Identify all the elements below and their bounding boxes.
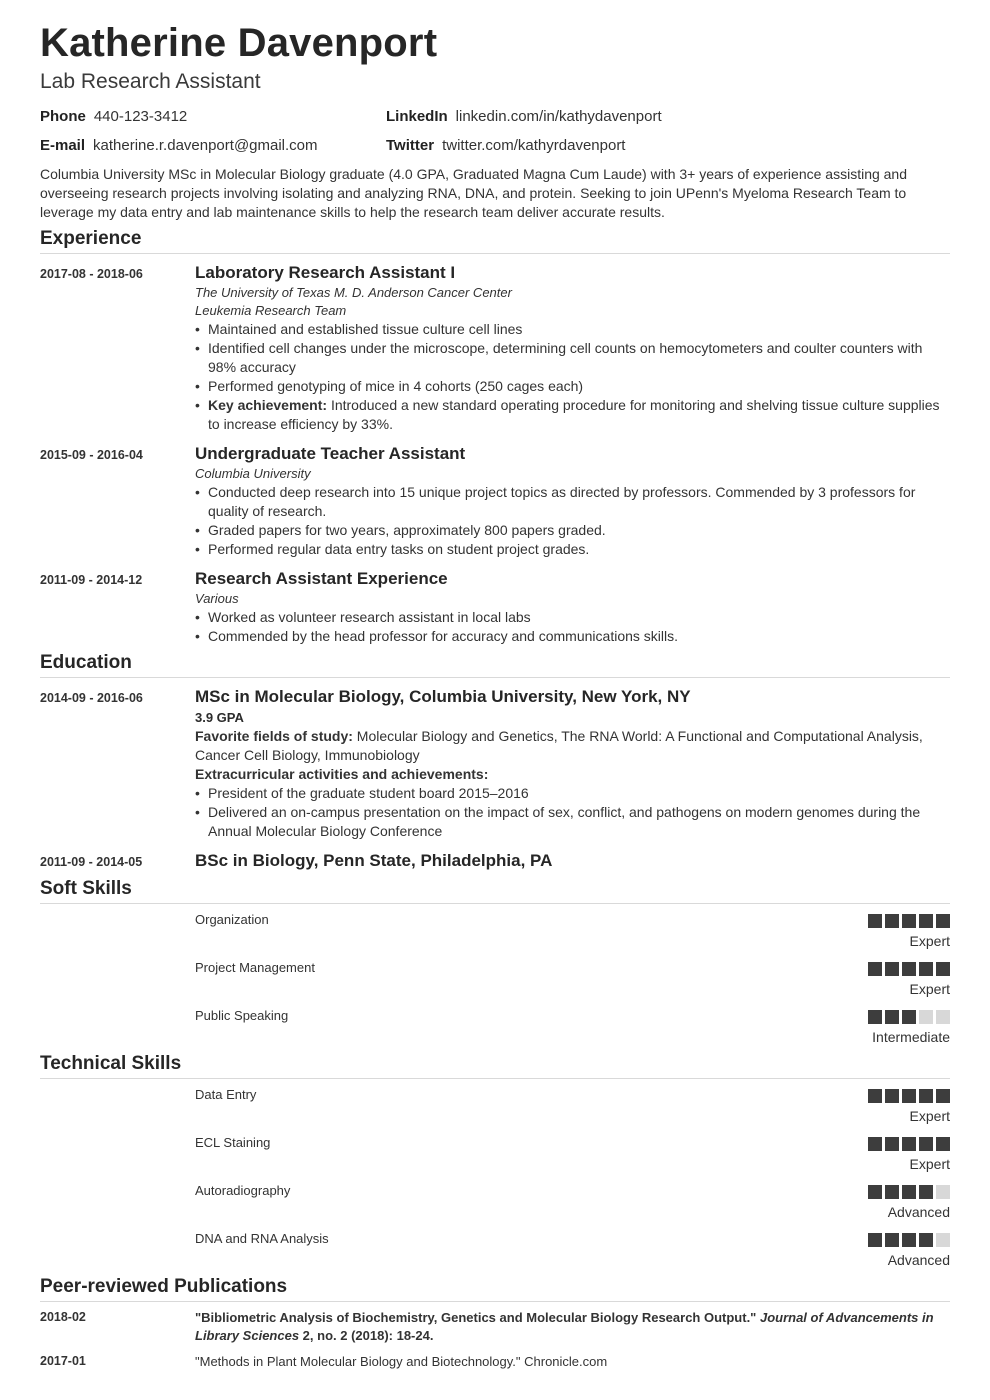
phone-label: Phone [40,108,86,125]
rating-square-filled [902,1089,916,1103]
rating-square-filled [919,1137,933,1151]
section-technical-skills: Technical Skills [40,1053,950,1079]
rating-square-empty [936,1233,950,1247]
entry-team: Leukemia Research Team [195,303,347,318]
rating-square-filled [868,1010,882,1024]
rating-square-filled [885,962,899,976]
rating-square-filled [868,1185,882,1199]
rating-square-filled [885,1010,899,1024]
skill-level: Expert [909,933,950,949]
rating-square-filled [868,962,882,976]
linkedin-link[interactable]: linkedin.com/in/kathydavenport [455,108,662,125]
list-item: • Identified cell changes under the microscope, determining cell counts on hemocytometers and coulter counters with 98% accuracy [195,339,950,377]
list-item: • Performed regular data entry tasks on student project grades. [195,540,950,559]
skill-row [195,1087,950,1131]
rating-square-filled [885,1137,899,1151]
section-education: Education [40,652,950,678]
linkedin-contact [386,108,662,126]
publication-citation [195,1309,950,1345]
list-item: • Delivered an on-campus presentation on the impact of sex, conflict, and pathogens on modern genomes during the Annual Molecular Biology Conference [195,803,950,841]
email-contact [40,137,318,155]
skill-row [195,1231,950,1275]
activities-label: Extracurricular activities and achievements: [195,766,489,782]
entry-date: 2011-09 - 2014-12 [40,573,143,587]
skill-rating [868,1010,950,1024]
email-link[interactable]: katherine.r.davenport@gmail.com [93,137,318,154]
skill-row [195,1183,950,1227]
skill-level: Intermediate [872,1029,950,1045]
phone-value: 440-123-3412 [93,108,188,125]
entry-org: Various [195,591,239,606]
entry-org: The University of Texas M. D. Anderson Cancer Center [195,285,512,300]
list-item: • Maintained and established tissue culture cell lines [195,320,950,339]
skill-rating [868,1185,950,1199]
resume-page [40,0,950,1400]
list-item: • Performed genotyping of mice in 4 cohorts (250 cages each) [195,377,950,396]
rating-square-filled [936,962,950,976]
skill-name: Data Entry [195,1087,257,1102]
skill-level: Expert [909,1156,950,1172]
list-item: • Worked as volunteer research assistant in local labs [195,608,950,627]
list-item: • Conducted deep research into 15 unique project topics as directed by professors. Commended by 3 professors for quality of research. [195,483,950,521]
publication-citation: "Methods in Plant Molecular Biology and Biotechnology." Chronicle.com [195,1354,608,1369]
list-item: • Commended by the head professor for accuracy and communications skills. [195,627,950,646]
skill-name: Organization [195,912,269,927]
phone-contact [40,108,187,126]
rating-square-filled [919,914,933,928]
entry-degree: BSc in Biology, Penn State, Philadelphia, PA [195,851,553,870]
twitter-link[interactable]: twitter.com/kathyrdavenport [442,137,626,154]
linkedin-label: LinkedIn [386,108,448,125]
skill-row [195,1008,950,1052]
job-title: Lab Research Assistant [40,70,261,93]
key-achievement-label: Key achievement: [208,397,328,413]
rating-square-filled [885,1185,899,1199]
section-publications: Peer-reviewed Publications [40,1276,950,1302]
rating-square-filled [902,1137,916,1151]
skill-level: Advanced [887,1204,950,1220]
section-soft-skills: Soft Skills [40,878,950,904]
twitter-contact [386,137,625,155]
rating-square-filled [902,914,916,928]
entry-org: Columbia University [195,466,311,481]
entry-date: 2011-09 - 2014-05 [40,855,143,869]
fields-label: Favorite fields of study: [195,728,353,744]
entry-date: 2015-09 - 2016-04 [40,448,143,462]
skill-level: Expert [909,981,950,997]
entry-degree: MSc in Molecular Biology, Columbia University, New York, NY [195,687,691,706]
publication-date: 2018-02 [40,1310,86,1324]
twitter-label: Twitter [386,137,435,154]
rating-square-filled [868,1233,882,1247]
summary: Columbia University MSc in Molecular Biology graduate (4.0 GPA, Graduated Magna Cum Laude) with 3+ years of experience assisting and overseeing research projects involving isolating and analyzing RNA, DNA, and protein. Seeking to join UPenn's Myeloma Research Team to leverage my data entry and lab maintenance skills to help the research team deliver accurate results. [40,166,908,220]
skill-rating [868,1233,950,1247]
gpa: 3.9 GPA [195,710,244,725]
publication-details: 2, no. 2 (2018): 18-24. [299,1328,434,1343]
email-label: E-mail [40,137,86,154]
candidate-name: Katherine Davenport [40,21,438,65]
skill-level: Advanced [887,1252,950,1268]
skill-rating [868,1137,950,1151]
skill-name: Public Speaking [195,1008,289,1023]
rating-square-filled [936,1137,950,1151]
rating-square-filled [902,962,916,976]
skill-row [195,960,950,1004]
list-item: • President of the graduate student board 2015–2016 [195,784,950,803]
publication-date: 2017-01 [40,1354,86,1368]
rating-square-filled [936,914,950,928]
publication-journal: Journal of Advancements in Library Sciences [195,1310,934,1343]
rating-square-filled [936,1089,950,1103]
key-achievement-text: Introduced a new standard operating procedure for monitoring and shelving tissue culture supplies to increase efficiency by 33%. [208,397,940,432]
rating-square-filled [902,1010,916,1024]
rating-square-filled [868,1137,882,1151]
fields-text: Molecular Biology and Genetics, The RNA World: A Functional and Computational Analysis, Cancer Cell Biology, Immunobiology [195,728,923,763]
skill-name: Autoradiography [195,1183,291,1198]
publication-title: "Bibliometric Analysis of Biochemistry, Genetics and Molecular Biology Research Output." [195,1310,757,1325]
skill-name: Project Management [195,960,315,975]
rating-square-filled [885,1233,899,1247]
rating-square-filled [919,1185,933,1199]
rating-square-filled [919,962,933,976]
rating-square-filled [919,1233,933,1247]
rating-square-empty [919,1010,933,1024]
entry-role: Laboratory Research Assistant I [195,263,456,282]
list-item: • Graded papers for two years, approximately 800 papers graded. [195,521,950,540]
skill-row [195,912,950,956]
entry-date: 2017-08 - 2018-06 [40,267,143,281]
rating-square-filled [885,914,899,928]
rating-square-filled [885,1089,899,1103]
skill-row [195,1135,950,1179]
entry-role: Research Assistant Experience [195,569,448,588]
section-experience: Experience [40,228,950,254]
entry-date: 2014-09 - 2016-06 [40,691,143,705]
skill-rating [868,914,950,928]
skill-rating [868,962,950,976]
skill-level: Expert [909,1108,950,1124]
rating-square-filled [919,1089,933,1103]
list-item [195,396,950,434]
rating-square-empty [936,1010,950,1024]
rating-square-filled [902,1233,916,1247]
rating-square-filled [868,1089,882,1103]
fields-of-study [195,727,950,765]
rating-square-empty [936,1185,950,1199]
skill-name: DNA and RNA Analysis [195,1231,329,1246]
rating-square-filled [902,1185,916,1199]
skill-name: ECL Staining [195,1135,271,1150]
skill-rating [868,1089,950,1103]
entry-role: Undergraduate Teacher Assistant [195,444,466,463]
rating-square-filled [868,914,882,928]
